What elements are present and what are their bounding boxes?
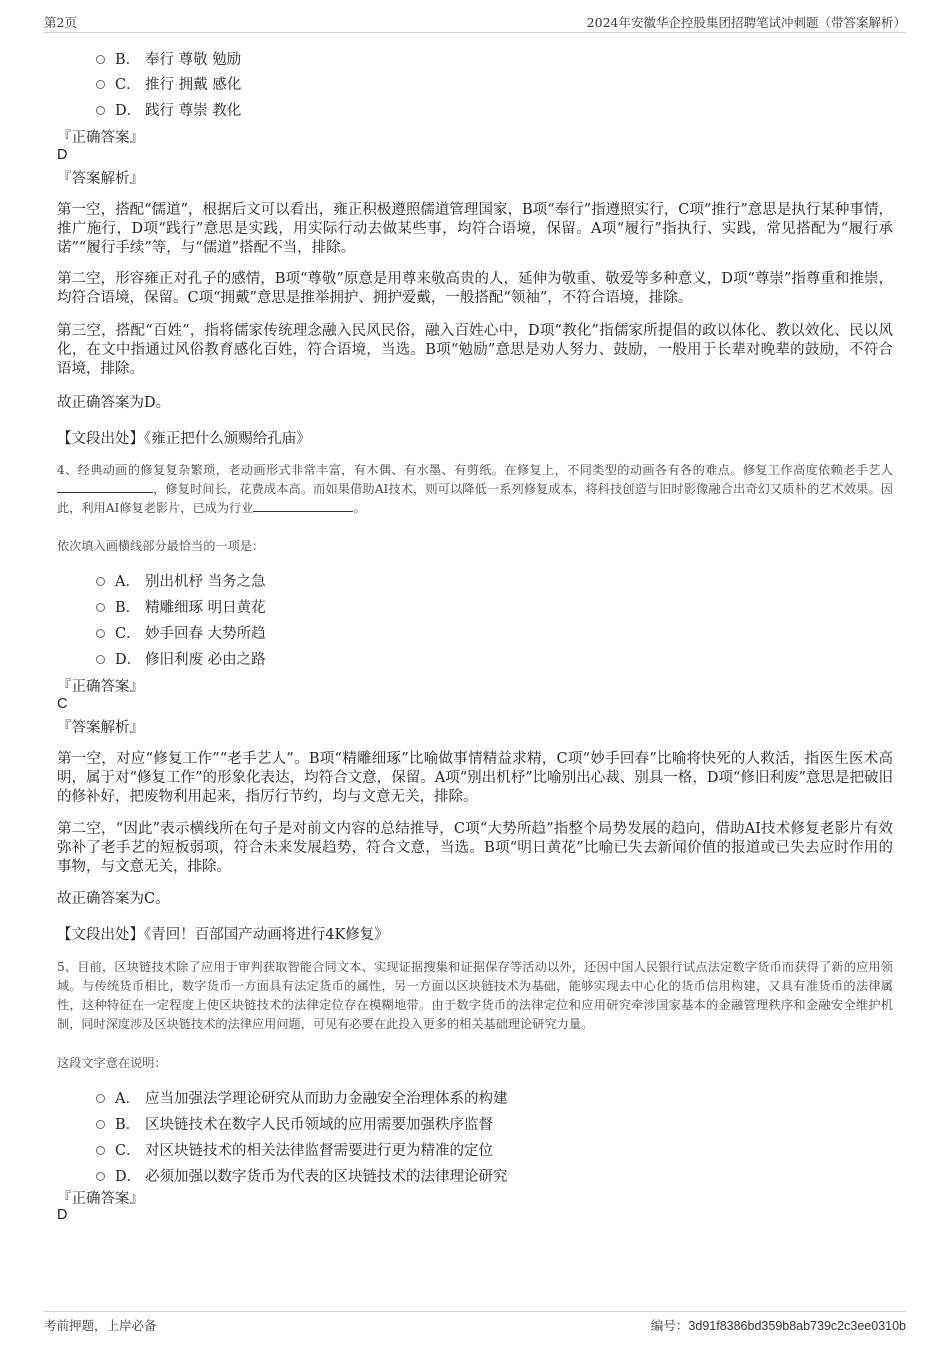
page-footer <box>44 1311 906 1336</box>
q4-conclusion: 故正确答案为C。 <box>57 891 170 907</box>
radio-icon[interactable] <box>96 1094 105 1103</box>
radio-icon[interactable] <box>96 1120 105 1129</box>
q3-analysis-paragraph-3: 第三空，搭配“百姓”，指将儒家传统理念融入民风民俗，融入百姓心中，D项“教化”指儒家所提倡的政以体化、教以效化、民以风化，在文中指通过风俗教育感化百姓，符合语境，当选。B项“勉励”意思是劝人努力、鼓励，一般用于长辈对晚辈的鼓励，不符合语境，排除。 <box>57 323 893 377</box>
q3-option-d[interactable]: D． 践行 尊崇 教化 <box>96 99 241 121</box>
q4-option-c[interactable]: C． 妙手回春 大势所趋 <box>96 622 266 644</box>
radio-icon[interactable] <box>96 603 105 612</box>
q4-option-d[interactable]: D． 修旧利废 必由之路 <box>96 648 266 670</box>
radio-icon[interactable] <box>96 1146 105 1155</box>
q5-stem: 5、目前，区块链技术除了应用于审判获取智能合同文本、实现证据搜集和证据保存等活动以外，还因中国人民银行试点法定数字货币而获得了新的应用领域。与传统货币相比，数字货币一方面具有法定货币的属性，另一方面以区块链技术为基础，能够实现去中心化的货币信用构建，又具有准货币的法律属性，这种特征在一定程度上使区块链技术的法律定位存在模糊地带。由于数字货币的法律定位和应用研究牵涉国家基本的金融管理秩序和金融安全维护机制，同时深度涉及区块链技术的法律应用问题，可见有必要在此投入更多的相关基础理论研究力量。 <box>57 960 893 1031</box>
q4-option-b[interactable]: B． 精雕细琢 明日黄花 <box>96 596 266 618</box>
page-header <box>44 10 906 33</box>
q4-stem: 4、经典动画的修复复杂繁琐，老动画形式非常丰富，有木偶、有水墨、有剪纸。在修复上，不同类型的动画各有各的难点。修复工作高度依赖老手艺人，修复时间长，花费成本高。而如果借助AI技术，则可以降低一系列修复成本，将科技创造与旧时影像融合出奇幻又质朴的艺术效果。因此，利用AI修复老影片，已成为行业 。 <box>57 463 893 515</box>
q4-prompt: 依次填入画横线部分最恰当的一项是： <box>57 539 265 553</box>
q4-answer: C <box>57 696 68 712</box>
radio-icon[interactable] <box>96 577 105 586</box>
radio-icon[interactable] <box>96 655 105 664</box>
radio-icon[interactable] <box>96 106 105 115</box>
document-code: 编号：3d91f8386bd359b8ab739c2c3ee0310b <box>650 1318 906 1333</box>
footer-slogan: 考前押题，上岸必备 <box>44 1318 157 1333</box>
q3-option-c[interactable]: C． 推行 拥戴 感化 <box>96 73 241 95</box>
q5-option-c[interactable]: C． 对区块链技术的相关法律监督需要进行更为精准的定位 <box>96 1139 493 1161</box>
q3-answer-label: 『正确答案』 <box>57 130 144 146</box>
q4-answer-label: 『正确答案』 <box>57 679 144 695</box>
q4-analysis-label: 『答案解析』 <box>57 720 144 736</box>
q4-analysis-paragraph-2: 第二空，“因此”表示横线所在句子是对前文内容的总结推导，C项“大势所趋”指整个局势发展的趋向，借助AI技术修复老影片有效弥补了老手艺的短板弱项，符合未来发展趋势，符合文意，当选。B项“明日黄花”比喻已失去新闻价值的报道或已失去应时作用的事物，与文意无关，排除。 <box>57 821 893 875</box>
q3-analysis-paragraph-1: 第一空，搭配“儒道”，根据后文可以看出，雍正积极遵照儒道管理国家，B项“奉行”指遵照实行，C项“推行”意思是执行某种事情，推广施行，D项“践行”意思是实践，用实际行动去做某些事，均符合语境，保留。A项“履行”指执行、实践，常见搭配为“履行承诺”“履行手续”等，与“儒道”搭配不当，排除。 <box>57 202 893 256</box>
q5-option-a[interactable]: A． 应当加强法学理论研究从而助力金融安全治理体系的构建 <box>96 1087 508 1109</box>
q4-analysis-paragraph-1: 第一空，对应“修复工作”“老手艺人”。B项“精雕细琢”比喻做事情精益求精，C项“妙手回春”比喻将快死的人救活，指医生医术高明，属于对“修复工作”的形象化表达，均符合文意，保留。A项“别出机杼”比喻别出心裁、别具一格，D项“修旧利废”意思是把破旧的修补好，把废物利用起来，指厉行节约，均与文意无关，排除。 <box>57 751 893 805</box>
radio-icon[interactable] <box>96 1172 105 1181</box>
q5-answer: D <box>57 1207 68 1223</box>
q4-source: 【文段出处】《青回！百部国产动画将进行4K修复》 <box>57 927 389 943</box>
q3-analysis-label: 『答案解析』 <box>57 171 144 187</box>
document-title: 2024年安徽华企控股集团招聘笔试冲刺题（带答案解析） <box>586 15 906 30</box>
q5-answer-label: 『正确答案』 <box>57 1191 144 1207</box>
q3-conclusion: 故正确答案为D。 <box>57 395 171 411</box>
radio-icon[interactable] <box>96 629 105 638</box>
q4-option-a[interactable]: A． 别出机杼 当务之急 <box>96 570 266 592</box>
q3-answer: D <box>57 147 68 163</box>
radio-icon[interactable] <box>96 55 105 64</box>
radio-icon[interactable] <box>96 80 105 89</box>
q3-source: 【文段出处】《雍正把什么颁赐给孔庙》 <box>57 431 311 447</box>
q5-prompt: 这段文字意在说明： <box>57 1056 167 1070</box>
page-number: 第2页 <box>44 15 77 30</box>
q5-option-d[interactable]: D． 必须加强以数字货币为代表的区块链技术的法律理论研究 <box>96 1165 508 1187</box>
q3-option-b[interactable]: B． 奉行 尊敬 勉励 <box>96 48 241 70</box>
q5-option-b[interactable]: B． 区块链技术在数字人民币领域的应用需要加强秩序监督 <box>96 1113 493 1135</box>
blank-line <box>57 480 153 493</box>
q3-analysis-paragraph-2: 第二空，形容雍正对孔子的感情，B项“尊敬”原意是用尊来敬高贵的人，延伸为敬重、敬爱等多种意义，D项“尊崇”指尊重和推崇，均符合语境，保留。C项“拥戴”意思是推举拥护、拥护爱戴，一般搭配“领袖”，不符合语境，排除。 <box>57 271 893 306</box>
blank-line <box>253 499 353 512</box>
